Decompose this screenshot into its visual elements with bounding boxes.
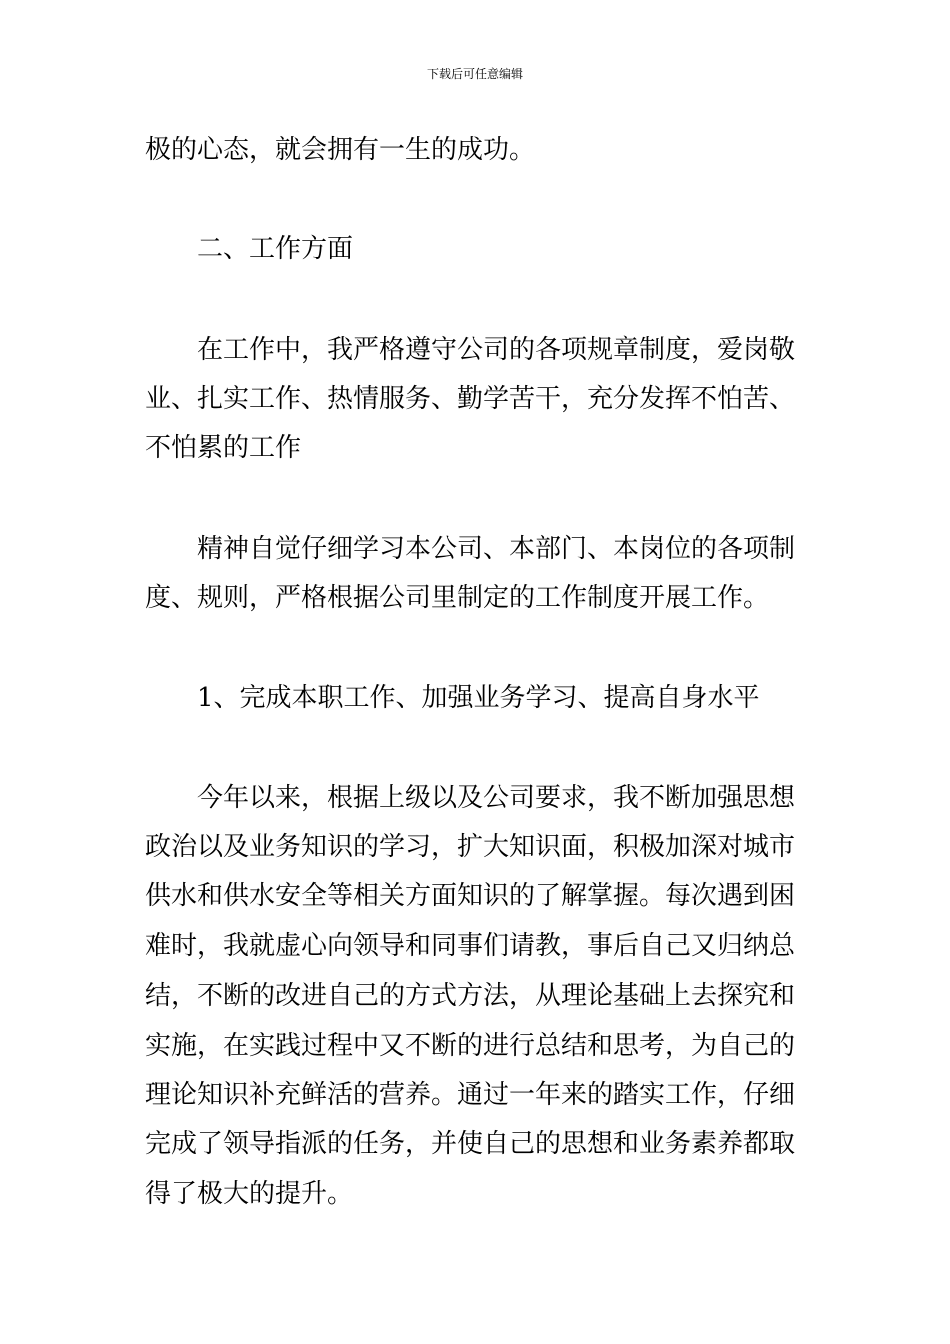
page-header-note: 下载后可任意编辑 (426, 67, 523, 81)
text-line: 得了极大的提升。 (145, 1179, 354, 1209)
text-line: 难时，我就虚心向领导和同事们请教，事后自己又归纳总 (145, 931, 796, 961)
text-line: 业、扎实工作、热情服务、勤学苦干，充分发挥不怕苦、 (145, 384, 796, 414)
subsection-heading: 1、完成本职工作、加强业务学习、提高自身水平 (197, 683, 760, 713)
text-line: 结，不断的改进自己的方式方法，从理论基础上去探究和 (145, 981, 796, 1011)
text-line: 完成了领导指派的任务，并使自己的思想和业务素养都取 (145, 1129, 796, 1159)
text-line: 精神自觉仔细学习本公司、本部门、本岗位的各项制 (197, 534, 796, 564)
text-line: 在工作中，我严格遵守公司的各项规章制度，爱岗敬 (197, 335, 796, 365)
text-line: 今年以来，根据上级以及公司要求，我不断加强思想 (197, 783, 796, 813)
text-line: 政治以及业务知识的学习，扩大知识面，积极加深对城市 (145, 832, 796, 862)
text-line: 供水和供水安全等相关方面知识的了解掌握。每次遇到困 (145, 881, 796, 911)
text-line: 理论知识补充鲜活的营养。通过一年来的踏实工作，仔细 (145, 1080, 796, 1110)
text-line: 实施，在实践过程中又不断的进行总结和思考，为自己的 (145, 1031, 796, 1061)
text-line: 极的心态，就会拥有一生的成功。 (145, 135, 536, 165)
section-heading: 二、工作方面 (197, 234, 354, 264)
text-line: 不怕累的工作 (145, 433, 302, 463)
text-line: 度、规则，严格根据公司里制定的工作制度开展工作。 (145, 583, 770, 613)
